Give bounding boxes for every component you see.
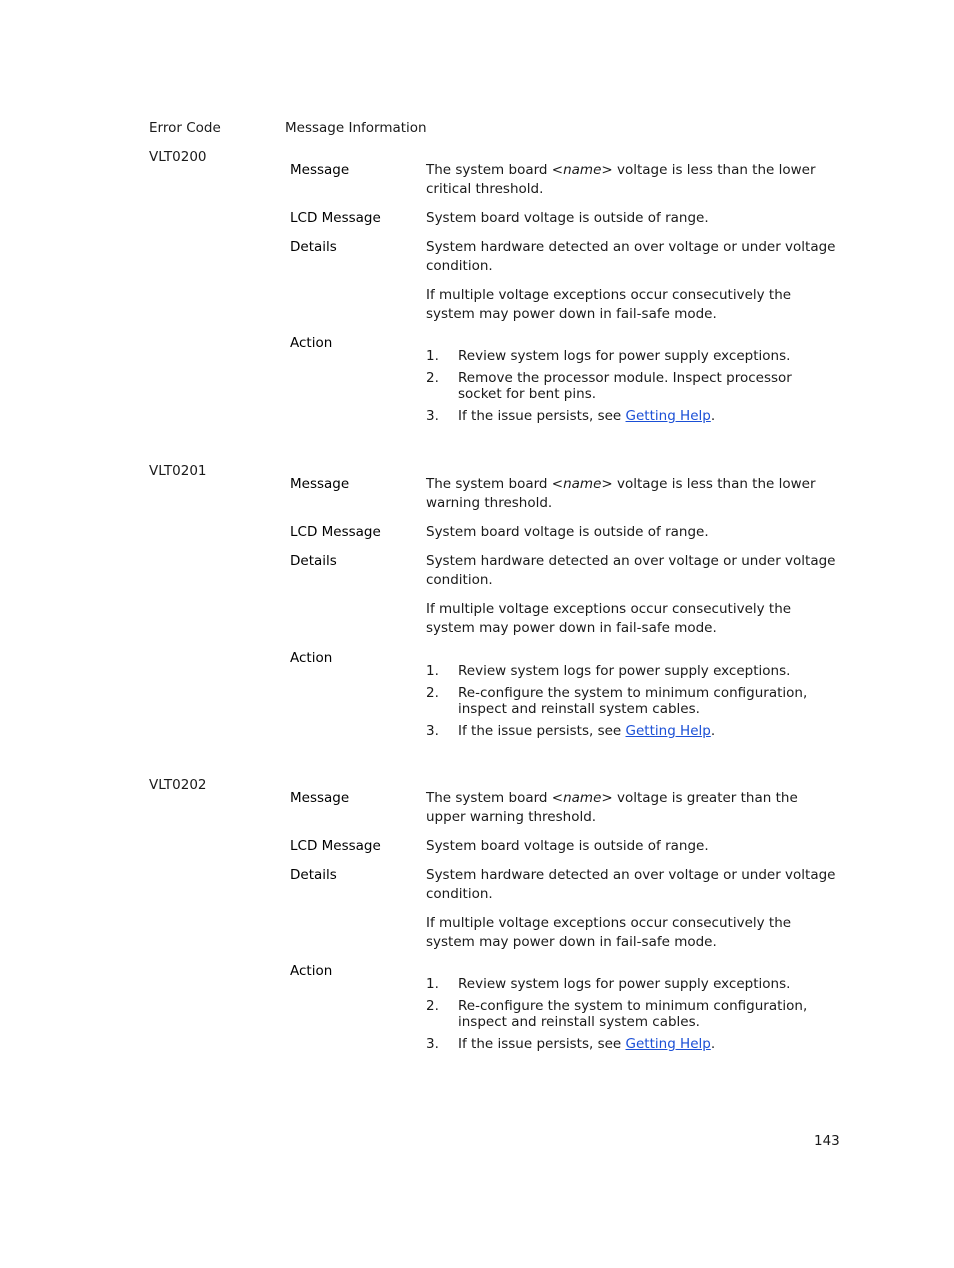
getting-help-link[interactable]: Getting Help xyxy=(625,408,711,424)
lcd-message-value: System board voltage is outside of range. xyxy=(426,210,709,226)
details-label: Details xyxy=(290,867,337,883)
lcd-message-value: System board voltage is outside of range. xyxy=(426,524,709,540)
lcd-message-value: System board voltage is outside of range. xyxy=(426,838,709,854)
list-item: 1. Review system logs for power supply exceptions. xyxy=(426,663,791,679)
details-value: System hardware detected an over voltage or under voltage condition. If multiple voltage exceptions occur consecutively the system may power down in fail-safe mode. xyxy=(426,867,836,950)
message-label: Message xyxy=(290,162,350,178)
list-item: 3. If the issue persists, see Getting Help. xyxy=(426,723,716,739)
details-value: System hardware detected an over voltage or under voltage condition. If multiple voltage exceptions occur consecutively the system may power down in fail-safe mode. xyxy=(426,553,836,636)
error-code: VLT0201 xyxy=(149,463,207,479)
action-label: Action xyxy=(290,650,333,666)
action-steps xyxy=(426,976,836,1058)
page-number: 143 xyxy=(814,1133,840,1149)
list-item: 3. If the issue persists, see Getting Help. xyxy=(426,408,716,424)
list-item: 2. Re-configure the system to minimum configuration, inspect and reinstall system cables. xyxy=(426,998,808,1030)
lcd-message-label: LCD Message xyxy=(290,210,381,226)
action-label: Action xyxy=(290,963,333,979)
message-label: Message xyxy=(290,476,350,492)
list-item: 2. Re-configure the system to minimum configuration, inspect and reinstall system cables. xyxy=(426,685,808,717)
getting-help-link[interactable]: Getting Help xyxy=(625,723,711,739)
action-steps xyxy=(426,663,836,745)
action-label: Action xyxy=(290,335,333,351)
table-header xyxy=(149,119,849,139)
name-placeholder: name xyxy=(563,162,602,178)
error-code-heading: Error Code xyxy=(149,120,221,136)
list-item: 1. Review system logs for power supply exceptions. xyxy=(426,348,791,364)
lcd-message-label: LCD Message xyxy=(290,838,381,854)
message-information-heading: Message Information xyxy=(285,120,427,136)
action-steps xyxy=(426,348,836,430)
getting-help-link[interactable]: Getting Help xyxy=(625,1036,711,1052)
message-value: The system board <name> voltage is greater than the upper warning threshold. xyxy=(426,790,798,825)
error-code: VLT0200 xyxy=(149,149,207,165)
name-placeholder: name xyxy=(563,790,602,806)
list-item: 2. Remove the processor module. Inspect processor socket for bent pins. xyxy=(426,370,792,402)
list-item: 1. Review system logs for power supply exceptions. xyxy=(426,976,791,992)
details-label: Details xyxy=(290,553,337,569)
message-label: Message xyxy=(290,790,350,806)
list-item: 3. If the issue persists, see Getting Help. xyxy=(426,1036,716,1052)
details-label: Details xyxy=(290,239,337,255)
error-code: VLT0202 xyxy=(149,777,207,793)
name-placeholder: name xyxy=(563,476,602,492)
message-value: The system board <name> voltage is less than the lower warning threshold. xyxy=(426,476,816,511)
lcd-message-label: LCD Message xyxy=(290,524,381,540)
details-value: System hardware detected an over voltage or under voltage condition. If multiple voltage exceptions occur consecutively the system may power down in fail-safe mode. xyxy=(426,239,836,322)
message-value: The system board <name> voltage is less than the lower critical threshold. xyxy=(426,162,816,197)
